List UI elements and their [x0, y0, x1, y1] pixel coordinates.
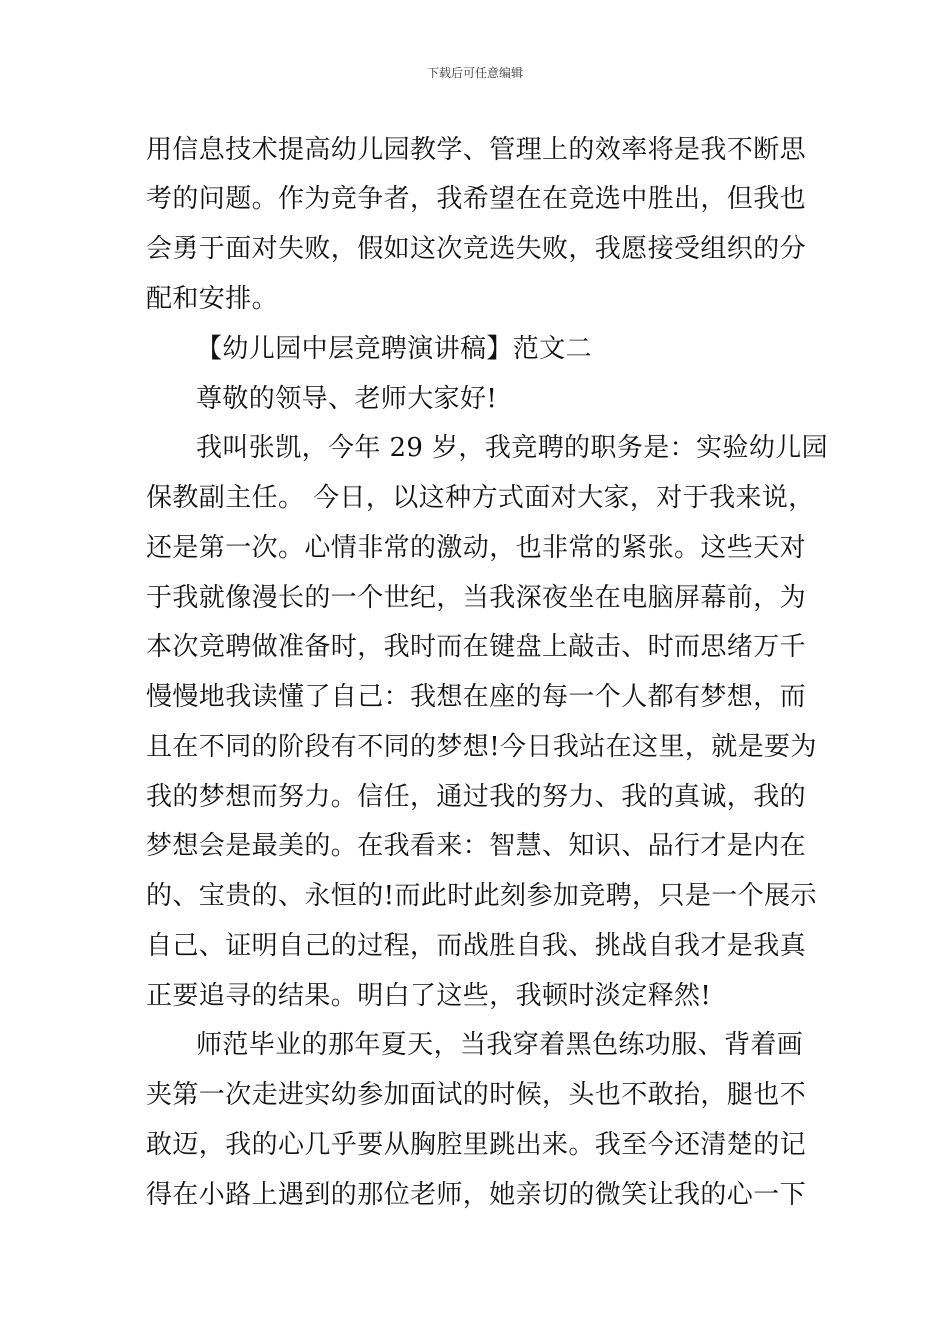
page-header-note: 下载后可任意编辑	[426, 66, 523, 80]
text-line: 正要追寻的结果。明白了这些，我顿时淡定释然!	[146, 981, 712, 1011]
text-line: 我叫张凯，今年 29 岁，我竞聘的职务是：实验幼儿园	[196, 433, 829, 463]
text-line: 梦想会是最美的。在我看来：智慧、知识、品行才是内在	[146, 831, 807, 861]
text-line: 的、宝贵的、永恒的!而此时此刻参加竞聘，只是一个展示	[146, 881, 817, 911]
text-line: 且在不同的阶段有不同的梦想!今日我站在这里，就是要为	[146, 732, 817, 762]
text-line: 会勇于面对失败，假如这次竞选失败，我愿接受组织的分	[146, 234, 807, 264]
section-heading: 【幼儿园中层竞聘演讲稿】范文二	[196, 334, 593, 364]
text-line: 敢迈，我的心几乎要从胸腔里跳出来。我至今还清楚的记	[146, 1130, 807, 1160]
text-line: 用信息技术提高幼儿园教学、管理上的效率将是我不断思	[146, 135, 807, 165]
text-line: 我的梦想而努力。信任，通过我的努力、我的真诚，我的	[146, 782, 807, 812]
text-line: 夹第一次走进实幼参加面试的时候，头也不敢抬，腿也不	[146, 1080, 807, 1110]
text-line: 本次竞聘做准备时，我时而在键盘上敲击、时而思绪万千	[146, 632, 807, 662]
text-line: 自己、证明自己的过程，而战胜自我、挑战自我才是我真	[146, 931, 807, 961]
text-line: 于我就像漫长的一个世纪，当我深夜坐在电脑屏幕前，为	[146, 583, 807, 613]
text-line: 考的问题。作为竞争者，我希望在在竞选中胜出，但我也	[146, 184, 807, 214]
text-line: 还是第一次。心情非常的激动，也非常的紧张。这些天对	[146, 533, 807, 563]
text-line: 配和安排。	[146, 284, 279, 314]
text-line: 慢慢地我读懂了自己：我想在座的每一个人都有梦想，而	[146, 682, 807, 712]
text-line: 师范毕业的那年夏天，当我穿着黑色练功服、背着画	[196, 1030, 804, 1060]
text-line: 保教副主任。 今日，以这种方式面对大家，对于我来说，	[146, 483, 815, 513]
salutation: 尊敬的领导、老师大家好!	[196, 384, 498, 414]
text-line: 得在小路上遇到的那位老师，她亲切的微笑让我的心一下	[146, 1180, 807, 1210]
